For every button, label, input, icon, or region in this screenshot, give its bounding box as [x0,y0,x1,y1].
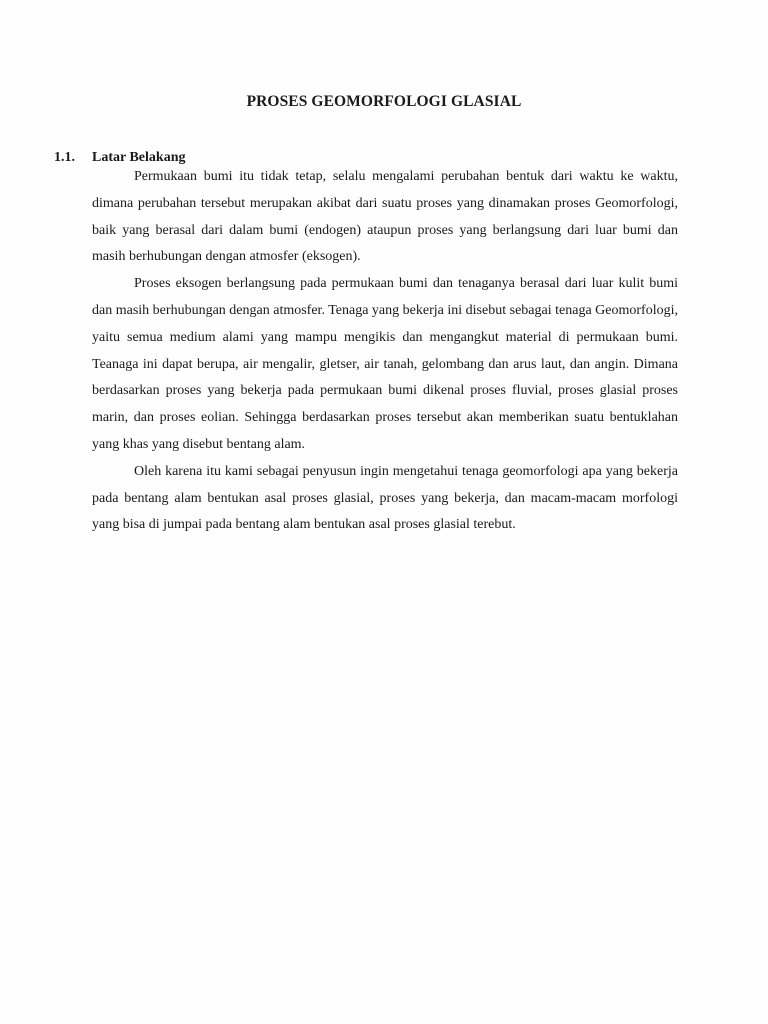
section-body [92,164,678,539]
page-title: PROSES GEOMORFOLOGI GLASIAL [246,93,522,110]
paragraph-2: Proses eksogen berlangsung pada permukaan bumi dan tenaganya berasal dari luar kulit bumi dan masih berhubungan dengan atmosfer. Tenaga yang bekerja ini disebut sebagai tenaga Geomorfologi, yaitu semua medium alami yang mampu mengikis dan mengangkut material di permukaan bumi. Teanaga ini dapat berupa, air mengalir, gletser, air tanah, gelombang dan arus laut, dan angin. Dimana berdasarkan proses yang bekerja pada permukaan bumi dikenal proses fluvial, proses glasial proses marin, dan proses eolian. Sehingga berdasarkan proses tersebut akan memberikan suatu bentuklahan yang khas yang disebut bentang alam. [92,276,678,452]
section-title: Latar Belakang [92,150,186,165]
paragraph-1: Permukaan bumi itu tidak tetap, selalu mengalami perubahan bentuk dari waktu ke waktu, dimana perubahan tersebut merupakan akibat dari suatu proses yang dinamakan proses Geomorfologi, baik yang berasal dari dalam bumi (endogen) ataupun proses yang berlangsung dari luar bumi dan masih berhubungan dengan atmosfer (eksogen). [92,169,678,265]
section-number: 1.1. [54,150,75,165]
paragraph-3: Oleh karena itu kami sebagai penyusun ingin mengetahui tenaga geomorfologi apa yang bekerja pada bentang alam bentukan asal proses glasial, proses yang bekerja, dan macam-macam morfologi yang bisa di jumpai pada bentang alam bentukan asal proses glasial terebut. [92,463,678,533]
